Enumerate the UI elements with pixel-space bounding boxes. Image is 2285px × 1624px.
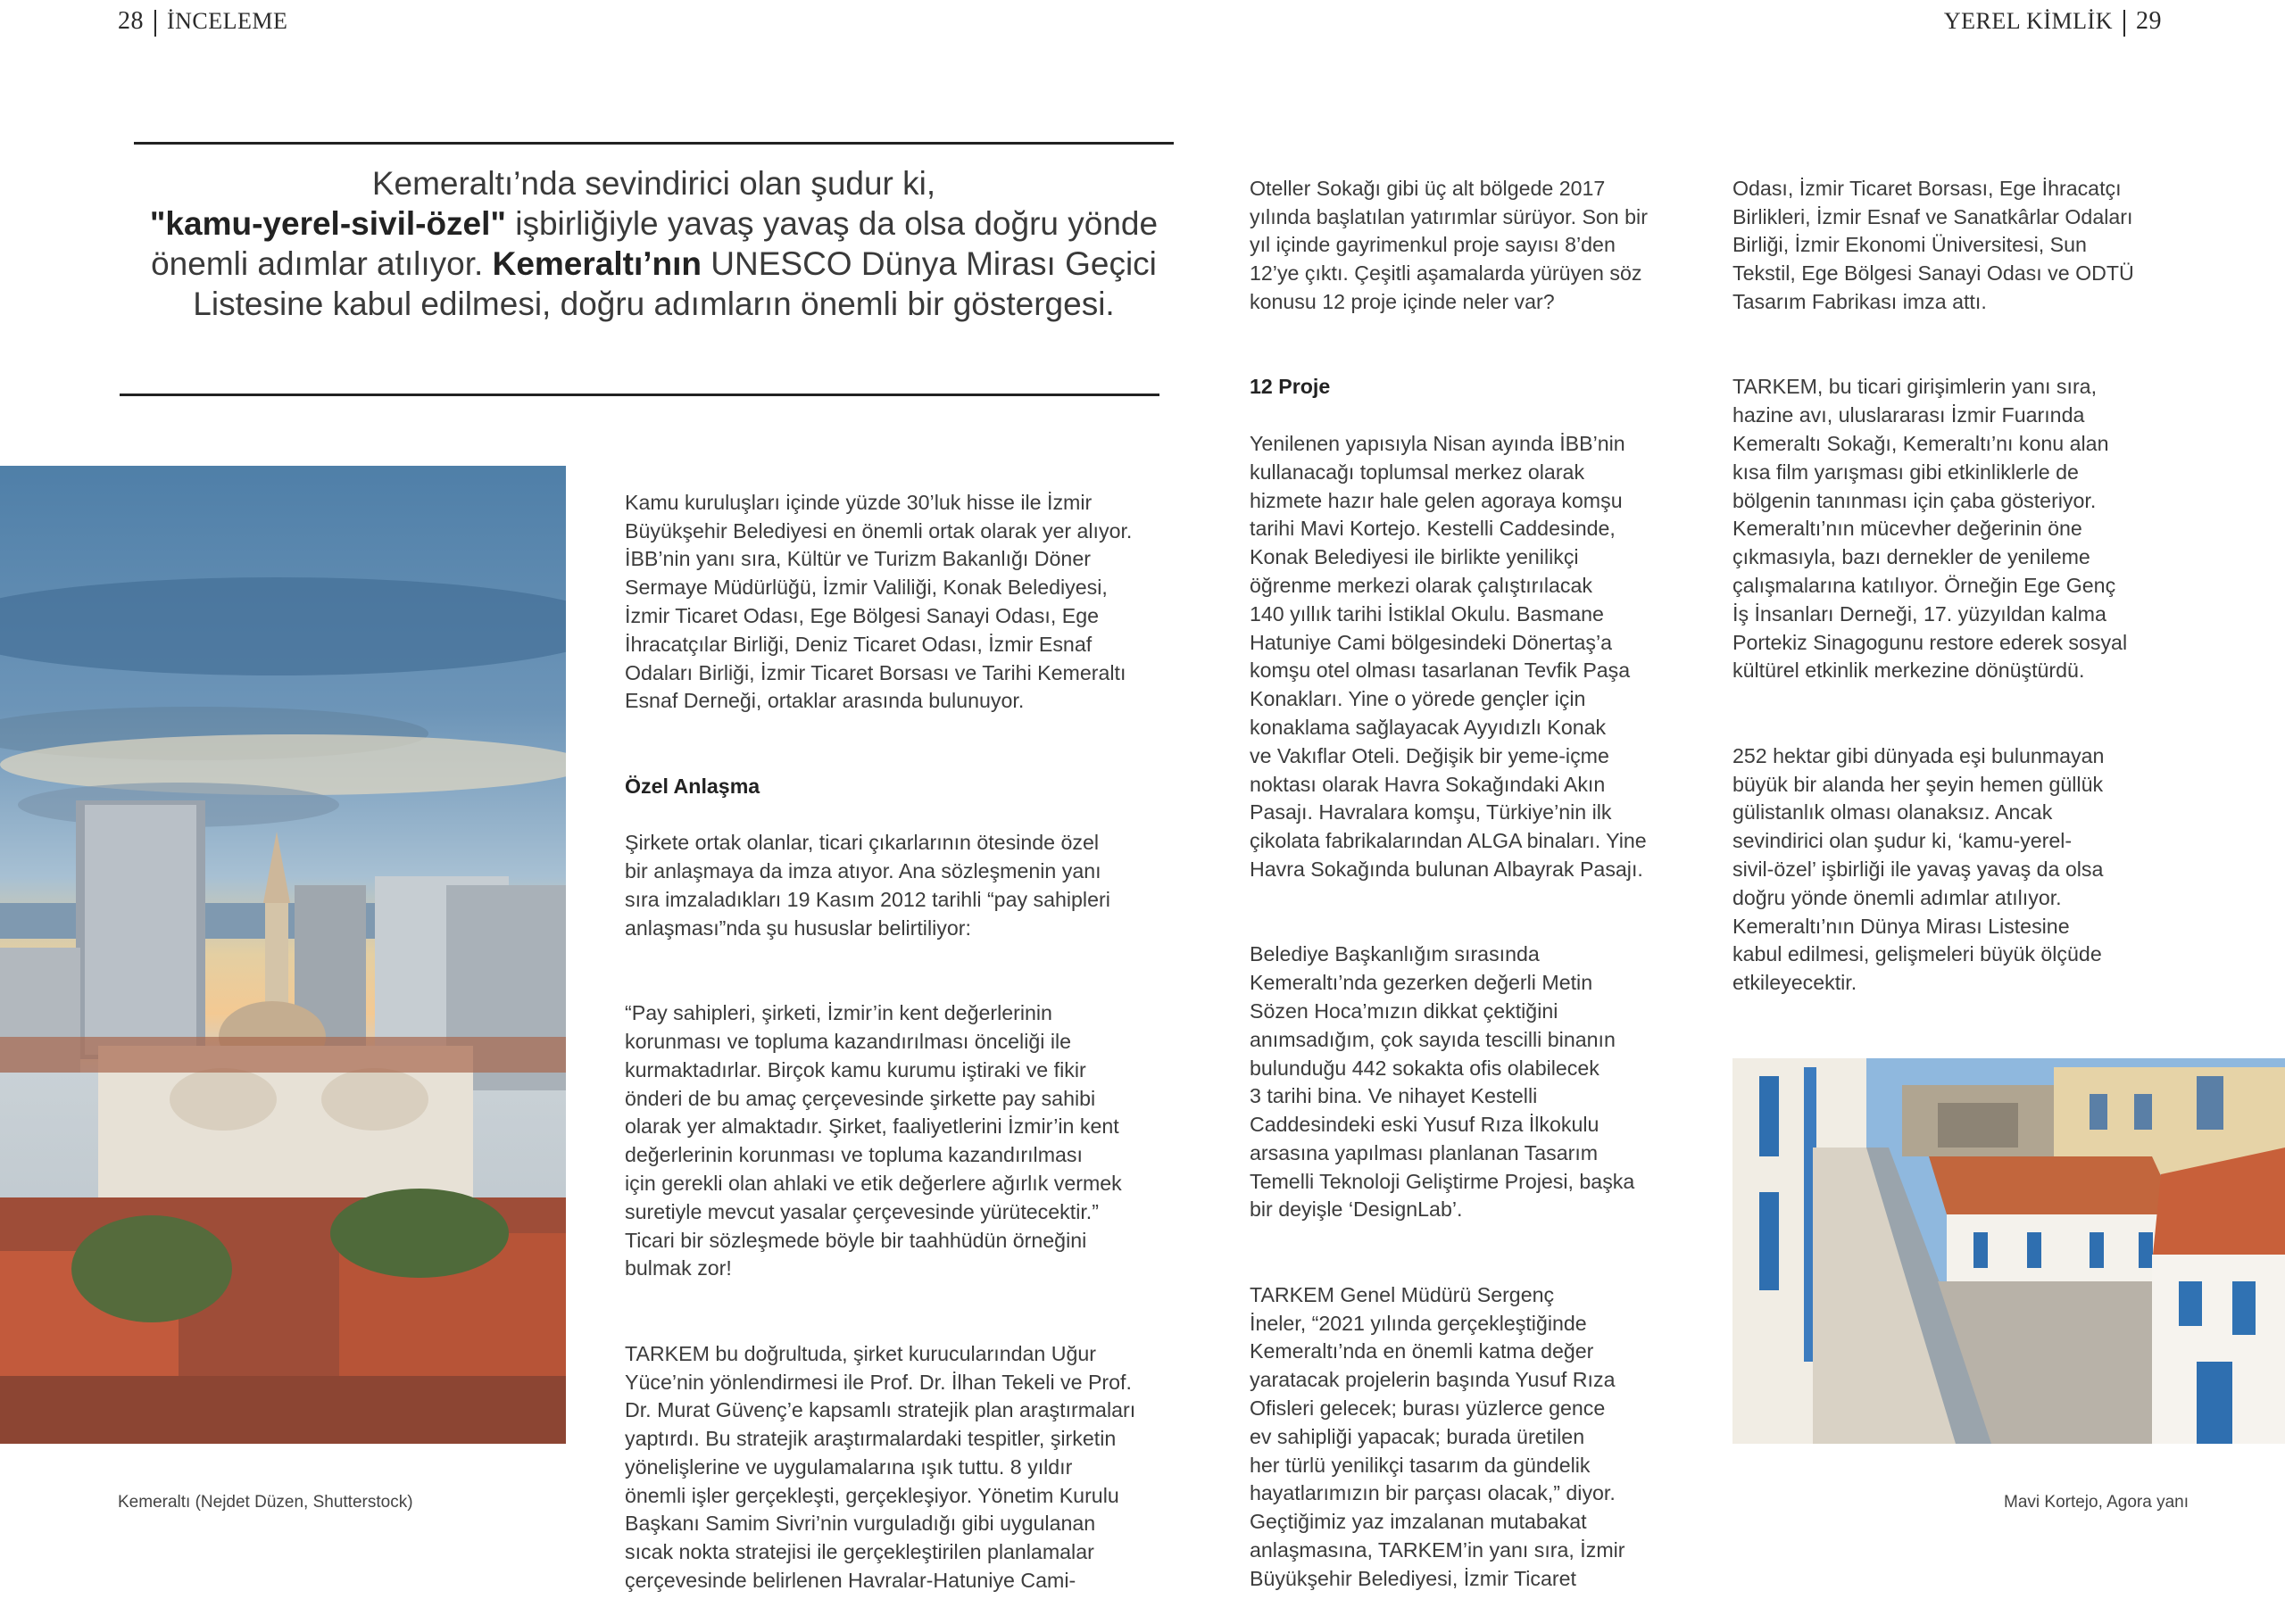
column1-subheading: Özel Anlaşma (625, 774, 760, 798)
article-column-1 (625, 460, 1196, 1624)
right-page-number: 29 (2136, 7, 2162, 35)
pullquote-bottom-rule (120, 394, 1159, 396)
left-photo-caption: Kemeraltı (Nejdet Düzen, Shutterstock) (118, 1493, 413, 1512)
column1-paragraph: Şirkete ortak olanlar, ticari çıkarlarının ötesinde özel bir anlaşmaya da imza atıyor. Ana sözleşmenin yanı sıra imzaladıkları 19 Kasım 2012 tarihli “pay sahipleri anlaşması”nda şu hususlar belirtiliyor: (625, 831, 1110, 940)
column3-paragraph: TARKEM, bu ticari girişimlerin yanı sıra, hazine avı, uluslararası İzmir Fuarında Kemeraltı Sokağı, Kemeraltı’nı konu alan kısa film yarışması gibi etkinliklerle de bölgenin tanınması için çaba gösteriyor. Kemeraltı’nın mücevher değerinin öne çıkmasıyla, bazı dernekler de yenileme çalışmalarına katılıyor. Örneğin Ege Genç İş İnsanları Derneği, 17. yüzyıldan kalma Portekiz Sinagogunu restore ederek sosyal kültürel etkinlik merkezine dönüştürdü. (1732, 375, 2128, 683)
column2-paragraph: TARKEM Genel Müdürü Sergenç İneler, “2021 yılında gerçekleştiğinde Kemeraltı’nda en önemli katma değer yaratacak projelerin başında Yusuf Rıza Ofisleri gelecek; burası yüzlerce gence ev sahipliği yapacak; burada üretilen her türlü yenilikçi tasarım da gündelik hayatlarımızın bir parçası olacak,” diyor. Geçtiğimiz yaz imzalanan mutabakat anlaşmasına, TARKEM’in yanı sıra, İzmir Büyükşehir Belediyesi, İzmir Ticaret (1250, 1282, 1625, 1590)
column2-paragraph: Belediye Başkanlığım sırasında Kemeraltı’nda gezerken değerli Metin Sözen Hoca’mızın dikkat çektiğini anımsadığım, çok sayıda tescilli binanın bulunduğu 442 sokakta ofis olabilecek 3 tarihi bina. Ve nihayet Kestelli Caddesindeki eski Yusuf Rıza İlkokulu arsasına yapılması planlanan Tasarım Temelli Teknoloji Geliştirme Projesi, başka bir deyişle ‘DesignLab’. (1250, 942, 1635, 1222)
header-divider (2123, 10, 2125, 37)
pullquote-part3: UNESCO Dünya Mirası Geçici Listesine kabul edilmesi, doğru adımların önemli bir göstergesi. (193, 245, 1157, 322)
left-section-title: İNCELEME (167, 8, 288, 34)
pullquote-part2: işbirliğiyle yavaş yavaş da olsa doğru yönde önemli adımlar atılıyor. (151, 205, 1159, 282)
pullquote (134, 163, 1174, 324)
column1-paragraph: Kamu kuruluşları içinde yüzde 30’luk hisse ile İzmir Büyükşehir Belediyesi en önemli ortak olarak yer alıyor. İBB’nin yanı sıra, Kültür ve Turizm Bakanlığı Döner Sermaye Müdürlüğü, İzmir Valiliği, Konak Belediyesi, İzmir Ticaret Odası, Ege Bölgesi Sanayi Odası, Ege İhracatçılar Birliği, Deniz Ticaret Odası, İzmir Esnaf Odaları Birliği, İzmir Ticaret Borsası ve Tarihi Kemeraltı Esnaf Derneği, ortaklar arasında bulunuyor. (625, 490, 1133, 713)
pullquote-part1: Kemeraltı’nda sevindirici olan şudur ki, (371, 165, 936, 202)
right-page-header (1944, 7, 2162, 37)
right-photo-caption: Mavi Kortejo, Agora yanı (2004, 1493, 2189, 1512)
left-page-header (118, 7, 287, 37)
article-column-2 (1250, 146, 1714, 1621)
pullquote-bold2: Kemeraltı’nın (492, 245, 702, 282)
right-section-title: YEREL KİMLİK (1943, 8, 2113, 34)
header-divider (154, 10, 156, 37)
kemeralti-photo (0, 466, 566, 1444)
column2-paragraph: Oteller Sokağı gibi üç alt bölgede 2017 yılında başlatılan yatırımlar sürüyor. Son bir yıl içinde gayrimenkul proje sayısı 8’den 12’ye çıktı. Çeşitli aşamalarda yürüyen söz konusu 12 proje içinde neler var? (1250, 176, 1648, 313)
column3-paragraph: Odası, İzmir Ticaret Borsası, Ege İhracatçı Birlikleri, İzmir Esnaf ve Sanatkârlar Odaları Birliği, İzmir Ekonomi Üniversitesi, Sun Tekstil, Ege Bölgesi Sanayi Odası ve ODTÜ Tasarım Fabrikası imza attı. (1732, 176, 2134, 313)
mavi-kortejo-photo (1732, 1058, 2285, 1444)
column3-paragraph: 252 hektar gibi dünyada eşi bulunmayan büyük bir alanda her şeyin hemen güllük gülistanlık olması olanaksız. Ancak sevindirici olan şudur ki, ‘kamu-yerel- sivil-özel’ işbirliği ile yavaş yavaş da olsa doğru yönde önemli adımlar atılıyor. Kemeraltı’nın Dünya Mirası Listesine kabul edilmesi, gelişmeleri büyük ölçüde etkileyecektir. (1732, 743, 2105, 995)
column2-paragraph: Yenilenen yapısıyla Nisan ayında İBB’nin kullanacağı toplumsal merkez olarak hizmete hazır hale gelen agoraya komşu tarihi Mavi Kortejo. Kestelli Caddesinde, Konak Belediyesi ile birlikte yenilikçi öğrenme merkezi olarak çalıştırılacak 140 yıllık tarihi İstiklal Okulu. Basmane Hatuniye Cami bölgesindeki Dönertaş’a komşu otel olması tasarlanan Tevfik Paşa Konakları. Yine o yörede gençler için konaklama sağlayacak Ayyıdızlı Konak ve Vakıflar Oteli. Değişik bir yeme-içme noktası olarak Havra Sokağındaki Akın Pasajı. Havralara komşu, Türkiye’nin ilk çikolata fabrikalarından ALGA binaları. Yine Havra Sokağında bulunan Albayrak Pasajı. (1250, 431, 1647, 881)
left-page-number: 28 (118, 7, 144, 35)
pullquote-bold1: "kamu-yerel-sivil-özel" (149, 205, 506, 242)
column1-paragraph: “Pay sahipleri, şirketi, İzmir’in kent değerlerinin korunması ve topluma kazandırılması önceliği ile kurmaktadırlar. Birçok kamu kurumu iştiraki ve fikir önderi de bu amaç çerçevesinde şirkette pay sahibi olarak yer almaktadır. Şirket, faaliyetlerini İzmir’in kent değerlerinin korunması ve topluma kazandırılması için gerekli olan ahlaki ve etik değerlere ağırlık vermek suretiyle mevcut yasalar çerçevesinde yürütecektir.” Ticari bir sözleşmede böyle bir taahhüdün örneğini bulmak zor! (625, 1001, 1122, 1280)
column1-paragraph: TARKEM bu doğrultuda, şirket kurucularından Uğur Yüce’nin yönlendirmesi ile Prof. Dr. İlhan Tekeli ve Prof. Dr. Murat Güvenç’e kapsamlı stratejik plan araştırmaları yaptırdı. Bu stratejik araştırmalardaki tespitler, şirketin yönelişlerine ve uygulamalarına ışık tuttu. 8 yıldır önemli işler gerçekleşti, gerçekleşiyor. Yönetim Kurulu Başkanı Samim Sivri’nin vurguladığı gibi uygulanan sıcak nokta stratejisi ile gerçekleştirilen planlamalar çerçevesinde belirlenen Havralar-Hatuniye Cami- (625, 1341, 1136, 1593)
article-column-3 (1732, 146, 2232, 1026)
pullquote-top-rule (134, 142, 1174, 145)
column2-subheading: 12 Proje (1250, 375, 1331, 399)
